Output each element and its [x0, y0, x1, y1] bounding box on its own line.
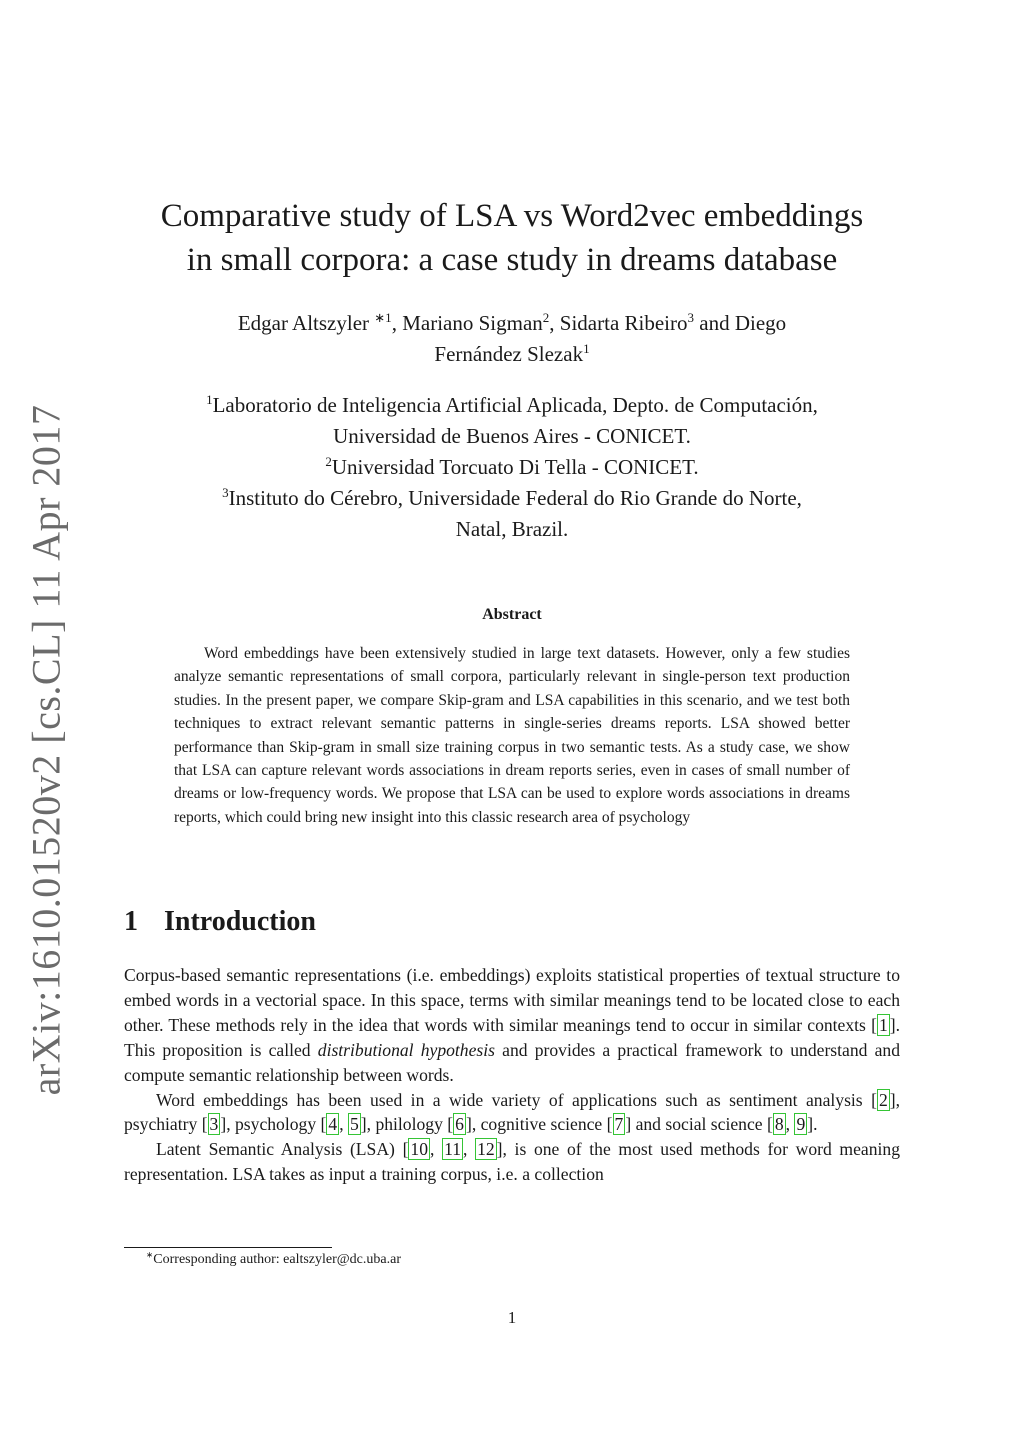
abstract-text: Word embeddings have been extensively studied in large text datasets. However, only a few studies analyze semantic representations of small corpora, particularly relevant in single-person text production studies. In the present paper, we compare Skip-gram and LSA capabilities in this scenario, and we test both techniques to extract relevant semantic patterns in single-series dreams reports. LSA showed better performance than Skip-gram in small size training corpus in two semantic tests. As a study case, we show that LSA can capture relevant words associations in dream reports series, even in cases of small number of dreams or low-frequency words. We propose that LSA can be used to explore words associations in dreams reports, which could bring new insight into this classic research area of psychology [174, 645, 850, 826]
citation-link[interactable]: 7 [614, 1114, 624, 1135]
paragraph-3: Latent Semantic Analysis (LSA) [ 10 , 11 , 12 ], is one of the most used methods for word meaning representation. LSA takes as input a training corpus, i.e. a collection [124, 1139, 900, 1185]
section-number: 1 [124, 906, 138, 937]
paper-title [100, 194, 924, 282]
citation-link[interactable]: 3 [209, 1114, 219, 1135]
footnote [146, 1249, 401, 1268]
citation-link[interactable]: 6 [455, 1114, 464, 1135]
citation-link[interactable]: 10 [410, 1139, 429, 1160]
footnote-divider [124, 1247, 332, 1248]
affiliation-2: $^2$Universidad Torcuato Di Tella - CONICET. [325, 454, 699, 479]
citation-link[interactable]: 12 [477, 1139, 495, 1160]
citation-link[interactable]: 9 [796, 1114, 806, 1135]
footnote-text: Corresponding author: ealtszyler@dc.uba.ar [153, 1252, 401, 1267]
arxiv-stamp [16, 404, 76, 1096]
emphasis-term: distributional hypothesis [317, 1039, 495, 1060]
introduction-body [124, 963, 900, 1187]
page-number: 1 [507, 1308, 517, 1327]
author-list [110, 308, 914, 370]
author-line-1: Edgar Altszyler $^{∗1}$, Mariano Sigman$^2$, Sidarta Ribeiro$^3$ and Diego [237, 310, 787, 335]
citation-link[interactable]: 11 [444, 1139, 462, 1160]
citation-link[interactable]: 5 [349, 1114, 359, 1135]
citation-link[interactable]: 2 [878, 1089, 888, 1110]
section-heading [124, 906, 316, 938]
citation-link[interactable]: 4 [328, 1114, 338, 1135]
affiliation-1: $^1$Laboratorio de Inteligencia Artificial Aplicada, Depto. de Computación, [206, 392, 818, 417]
paragraph-2: Word embeddings has been used in a wide variety of applications such as sentiment analysis [ 2 ], psychiatry [ 3 ], psychology [ 4 , 5 ], philology [ 6 ], cognitive science [ 7 ] and social science [ 8 , 9 ]. [124, 1089, 900, 1135]
abstract-heading: Abstract [482, 606, 542, 623]
title-line-1: Comparative study of LSA vs Word2vec embeddings [160, 198, 864, 234]
title-line-2: in small corpora: a case study in dreams database [186, 242, 838, 278]
citation-link[interactable]: 8 [774, 1114, 784, 1135]
footnote-mark: ∗ [146, 1249, 154, 1260]
affiliation-3-cont: Natal, Brazil. [455, 517, 569, 541]
author-line-2: Fernández Slezak$^1$ [434, 341, 590, 366]
affiliations [110, 390, 914, 545]
affiliation-3: $^3$Instituto do Cérebro, Universidade Federal do Rio Grande do Norte, [222, 485, 802, 510]
section-title: Introduction [164, 906, 316, 937]
paragraph-1: Corpus-based semantic representations (i.e. embeddings) exploits statistical properties of textual structure to embed words in a vectorial space. In this space, terms with similar meanings tend to be located close to each other. These methods rely in the idea that words with similar meanings tend to occur in similar contexts [ 1 ]. This proposition is called distributional hypothesis and provides a practical framework to understand and compute semantic relationship between words. [124, 965, 900, 1085]
affiliation-1-cont: Universidad de Buenos Aires - CONICET. [333, 424, 691, 448]
arxiv-id: arXiv:1610.01520v2 [cs.CL] 11 Apr 2017 [23, 404, 69, 1096]
citation-link[interactable]: 1 [878, 1014, 888, 1035]
